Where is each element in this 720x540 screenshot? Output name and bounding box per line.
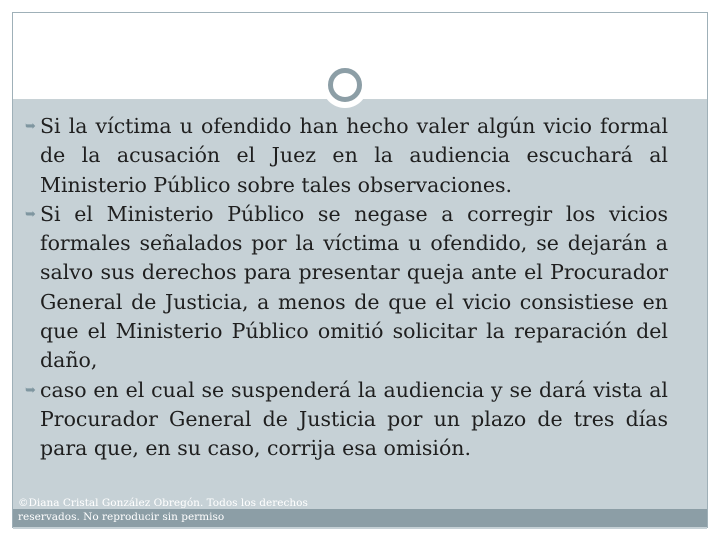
bullet-item [25,376,668,464]
copyright-footer: ©Diana Cristal González Obregón. Todos los derechos reservados. No reproducir sin permiso [18,497,308,523]
circle-ornament-icon [328,68,362,102]
bullet-text: caso en el cual se suspenderá la audiencia y se dará vista al Procurador General de Justicia por un plazo de tres días para que, en su caso, corrija esa omisión. [40,377,668,461]
bullet-arrow-icon: ➥ [25,119,36,134]
bullet-arrow-icon: ➥ [25,382,36,398]
bullet-text: Si la víctima u ofendido han hecho valer algún vicio formal de la acusación el Juez en la audiencia escuchará al Ministerio Público sobre tales observaciones. [40,114,668,197]
bullet-item [25,200,668,376]
bullet-text: Si el Ministerio Público se negase a corregir los vicios formales señalados por la víctima u ofendido, se dejarán a salvo sus derechos para presentar queja ante el Procurador General de Justicia, a menos de que el vicio consistiese en que el Ministerio Público omitió solicitar la reparación del daño, [40,201,668,373]
bullet-item [25,112,668,200]
bullet-list [25,112,668,464]
bullet-arrow-icon: ➥ [25,206,36,222]
